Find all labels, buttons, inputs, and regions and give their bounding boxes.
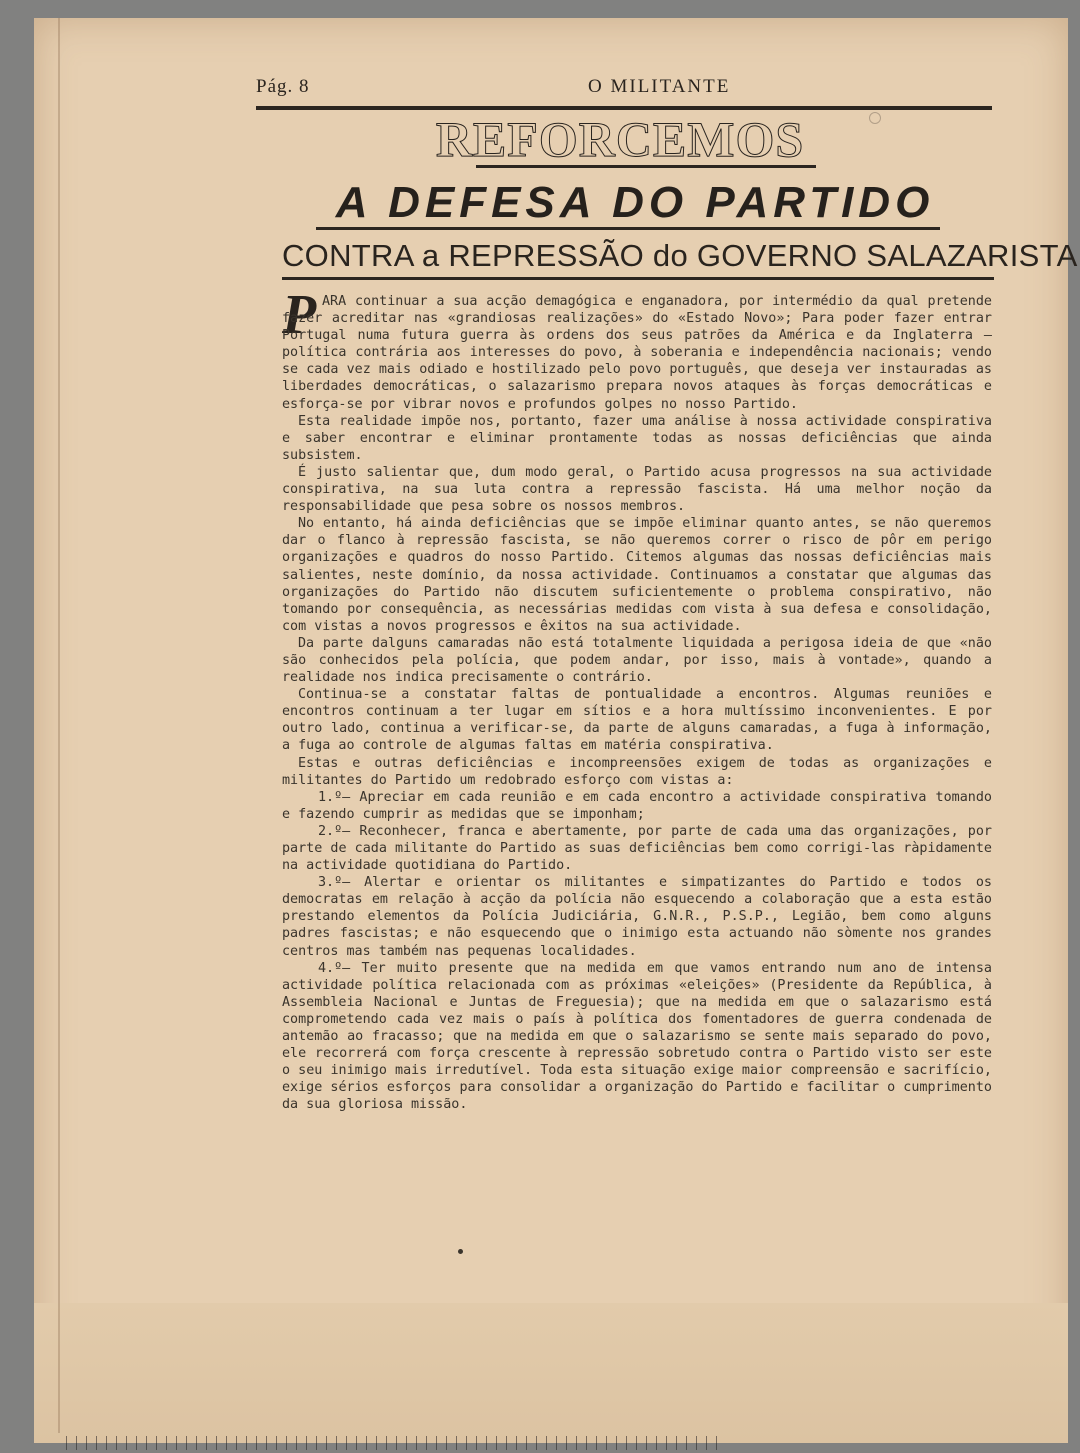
stamp-circle [869,112,881,124]
end-mark-dot [458,1249,463,1254]
kicker-underline-rule [282,277,994,280]
article-paragraph: Continua-se a constatar faltas de pontualidade a encontros. Algumas reuniões e encontros continuam a ter lugar em sítios e a hora multíssimo inconvenientes. E por outro lado, continua a verificar-se, da parte de alguns camaradas, a fuga à informação, a fuga ao controle de algumas faltas em matéria conspirativa. [282,687,992,754]
list-item: 2.º— Reconhecer, franca e abertamente, por parte de cada uma das organizações, por parte de cada militante do Partido as suas deficiências bem como corrigi-las ràpidamente na actividade quotidiana do Partido. [282,823,992,874]
article-body [282,293,992,1114]
page-fold-line [58,18,60,1433]
headline-line-3: CONTRA a REPRESSÃO do GOVERNO SALAZARISTA [282,238,1078,273]
article-paragraph: Esta realidade impõe nos, portanto, fazer uma análise à nossa actividade conspirativa e saber encontrar e eliminar prontamente todas as nossas deficiências que ainda subsistem. [282,413,992,463]
page-number: Pág. 8 [256,76,310,97]
headline-line-2: A DEFESA DO PARTIDO [335,178,935,227]
scan-ruler-marks [66,1436,726,1450]
list-item: 1.º— Apreciar em cada reunião e em cada encontro a actividade conspirativa tomando e fazendo cumprir as medidas que se imponham; [282,789,992,822]
article-paragraph: No entanto, há ainda deficiências que se impõe eliminar quanto antes, se não queremos dar o flanco à repressão fascista, se não queremos correr o risco de pôr em perigo organizações e quadros do nosso Partido. Citemos algumas das nossas deficiências mais salientes, neste domínio, da nossa actividade. Continuamos a constatar que algumas das organizações do Partido não discutem suficientemente o problema conspirativo, não tomando por consequência, as necessárias medidas com vista à sua defesa e consolidação, com vistas a novos progressos e êxitos na sua actividade. [282,516,992,634]
list-item: 3.º— Alertar e orientar os militantes e simpatizantes do Partido e todos os democratas em relação à acção da polícia não esquecendo a colaboração que a esta estão prestando elementos da Polícia Judiciária, G.N.R., P.S.P., Legião, bem como alguns padres fascistas; e não esquecendo que o inimigo esta actuando não sòmente nos grandes centros mas também nas pequenas localidades. [282,875,992,959]
list-item: 4.º— Ter muito presente que na medida em que vamos entrando num ano de intensa actividade política relacionada com as próximas «eleições» (Presidente da República, à Assembleia Nacional e Juntas de Freguesia); que na medida em que o salazarismo está comprometendo cada vez mais o país à política dos fomentadores de guerra condenada de antemão ao fracasso; que na medida em que o salazarismo se sente mais separado do povo, ele recorrerá com força crescente à repressão sobretudo contra o Partido visto ser este o seu inimigo mais irredutível. Toda esta situação exige maior compreensão e sacrifício, exige sérios esforços para consolidar a organização do Partido e facilitar o cumprimento da sua gloriosa missão. [282,960,992,1113]
drop-cap: P [282,284,317,346]
article-paragraph: Da parte dalguns camaradas não está totalmente liquidada a perigosa ideia de que «não são conhecidos pela polícia, que podem andar, por isso, mais à vontade», quando a realidade nos indica precisamente o contrário. [282,635,992,686]
article-paragraph: Estas e outras deficiências e incompreensões exigem de todas as organizações e militantes do Partido um redobrado esforço com vistas a: [282,755,992,788]
article-paragraph [282,293,992,413]
page-lower-blank-area [34,1303,1068,1443]
page-header [222,76,1002,100]
paragraph-text: ARA continuar a sua acção demagógica e enganadora, por intermédio da qual pretende fazer acreditar nas «grandiosas realizações» do «Estado Novo»; Para poder fazer entrar Portugal numa futura guerra às ordens dos seus patrões da América e da Inglaterra —política contrária aos interesses do povo, à soberania e independência nacionais; vendo se cada vez mais odiado e hostilizado pelo povo português, que deseja ver instauradas as liberdades democráticas, o salazarismo prepara novos ataques às forças democráticas e esforça-se por vibrar novos e profundos golpes no nosso Partido. [282,294,992,412]
article-paragraph: É justo salientar que, dum modo geral, o Partido acusa progressos na sua actividade conspirativa, na sua luta contra a repressão fascista. Há uma melhor noção da responsabilidade que pesa sobre os nossos membros. [282,464,992,515]
publication-name: O MILITANTE [588,76,731,97]
headline-line-1: REFORCEMOS [435,111,805,167]
